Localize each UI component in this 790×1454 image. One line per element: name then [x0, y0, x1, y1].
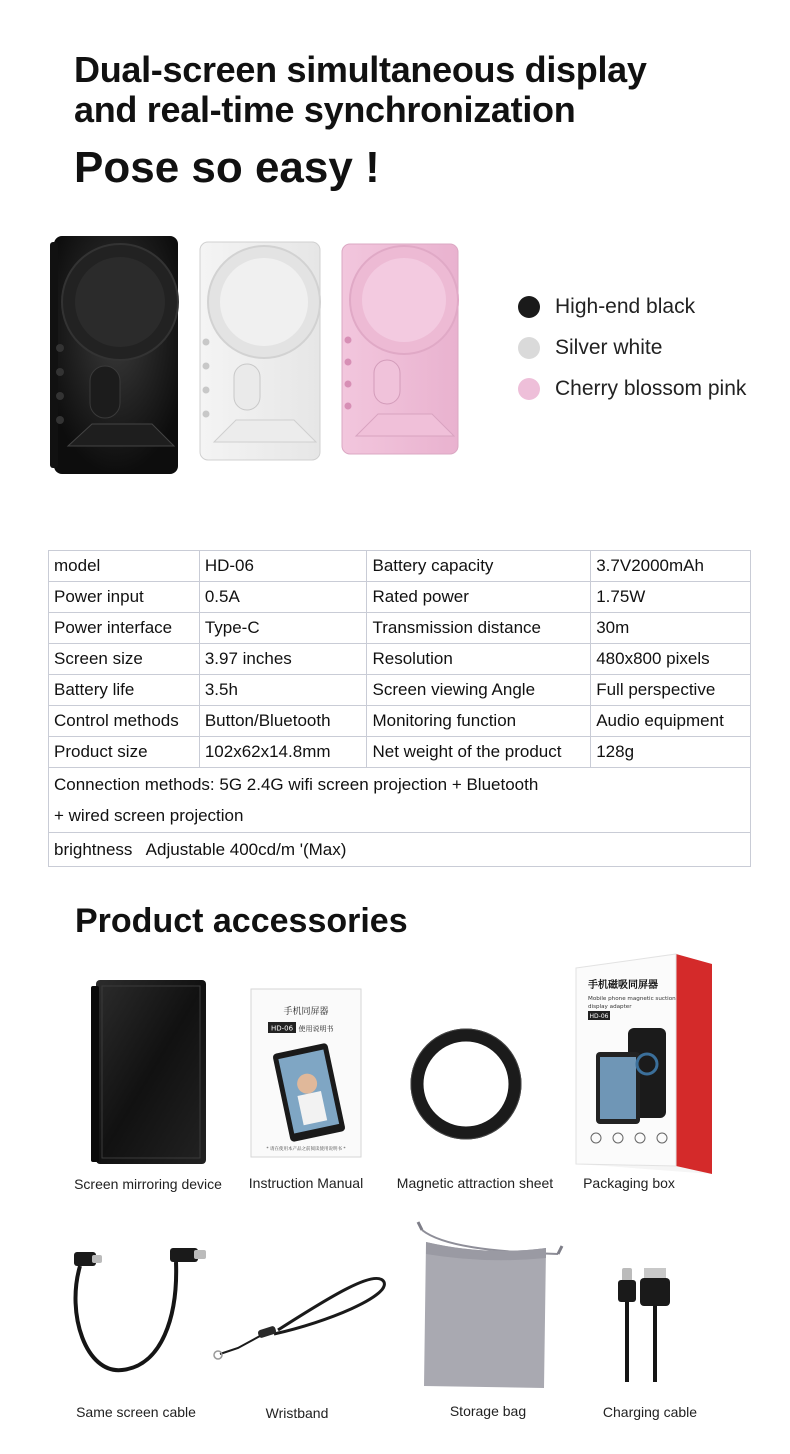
same-screen-cable-image	[66, 1244, 216, 1384]
accessory-caption: Charging cable	[602, 1404, 698, 1420]
spec-value: 3.7V2000mAh	[591, 551, 751, 582]
manual-model: HD-06	[270, 1024, 294, 1033]
table-row-connection	[49, 768, 751, 833]
spec-label: Power input	[49, 582, 200, 613]
spec-value: HD-06	[199, 551, 367, 582]
color-option-white	[518, 336, 662, 360]
spec-label: Battery capacity	[367, 551, 591, 582]
accessories-title: Product accessories	[75, 902, 408, 940]
accessory-caption: Wristband	[265, 1405, 329, 1421]
spec-label: Transmission distance	[367, 613, 591, 644]
accessory-caption: Storage bag	[449, 1403, 527, 1419]
spec-value: 128g	[591, 737, 751, 768]
table-row	[49, 675, 751, 706]
connection-methods-cell	[49, 768, 751, 833]
box-title: 手机磁吸同屏器	[588, 980, 658, 991]
spec-value: 1.75W	[591, 582, 751, 613]
brightness-cell: brightness Adjustable 400cd/m '(Max)	[49, 833, 751, 867]
spec-value: 3.5h	[199, 675, 367, 706]
spec-table	[48, 550, 751, 867]
spec-value: Full perspective	[591, 675, 751, 706]
packaging-box-image	[572, 952, 714, 1174]
screen-mirroring-device-image	[88, 976, 210, 1168]
spec-label: Monitoring function	[367, 706, 591, 737]
spec-value: 480x800 pixels	[591, 644, 751, 675]
accessory-caption: Magnetic attraction sheet	[396, 1175, 554, 1191]
spec-label: Control methods	[49, 706, 200, 737]
accessory-caption: Screen mirroring device	[74, 1176, 222, 1192]
connection-line-2: + wired screen projection	[54, 806, 244, 825]
spec-label: Product size	[49, 737, 200, 768]
wristband-image	[208, 1258, 394, 1374]
spec-value: 30m	[591, 613, 751, 644]
connection-line-1: Connection methods: 5G 2.4G wifi screen projection + Bluetooth	[54, 775, 539, 794]
manual-title: 手机同屏器	[283, 1007, 329, 1017]
headline-line-2: and real-time synchronization	[74, 89, 576, 130]
manual-footnote: * 请在使用本产品之前阅读使用说明书 *	[266, 1147, 346, 1152]
table-row	[49, 737, 751, 768]
charging-cable-image	[604, 1262, 686, 1386]
accessory-caption: Packaging box	[583, 1175, 675, 1191]
white-color-swatch	[518, 337, 540, 359]
spec-value: 0.5A	[199, 582, 367, 613]
color-option-pink	[518, 377, 746, 401]
spec-label: Battery life	[49, 675, 200, 706]
table-row	[49, 613, 751, 644]
white-device	[200, 242, 320, 460]
box-subtitle-1: Mobile phone magnetic suction	[588, 996, 676, 1002]
pink-device	[342, 244, 458, 454]
spec-label: Screen viewing Angle	[367, 675, 591, 706]
magnetic-attraction-sheet-image	[408, 1026, 524, 1142]
instruction-manual-image	[250, 988, 362, 1158]
table-row	[49, 644, 751, 675]
spec-value: Audio equipment	[591, 706, 751, 737]
tagline: Pose so easy !	[74, 143, 380, 192]
spec-value: Type-C	[199, 613, 367, 644]
spec-label: model	[49, 551, 200, 582]
table-row	[49, 551, 751, 582]
table-row	[49, 582, 751, 613]
spec-label: Rated power	[367, 582, 591, 613]
black-color-swatch	[518, 296, 540, 318]
spec-value: 102x62x14.8mm	[199, 737, 367, 768]
product-color-variants-image	[48, 228, 468, 480]
spec-label: Screen size	[49, 644, 200, 675]
spec-label: Power interface	[49, 613, 200, 644]
table-row-brightness	[49, 833, 751, 867]
spec-value: Button/Bluetooth	[199, 706, 367, 737]
accessory-caption: Instruction Manual	[248, 1175, 364, 1191]
headline-line-1: Dual-screen simultaneous display	[74, 49, 647, 90]
black-device	[50, 236, 178, 474]
color-option-label: Silver white	[555, 336, 663, 359]
pink-color-swatch	[518, 378, 540, 400]
color-option-black	[518, 295, 695, 319]
color-option-label: Cherry blossom pink	[555, 377, 747, 400]
manual-subtitle: 使用说明书	[298, 1025, 334, 1033]
box-subtitle-2: display adapter	[588, 1004, 632, 1010]
box-model: HD-06	[589, 1013, 609, 1020]
spec-value: 3.97 inches	[199, 644, 367, 675]
storage-bag-image	[412, 1218, 566, 1390]
color-option-label: High-end black	[555, 295, 696, 318]
table-row	[49, 706, 751, 737]
spec-label: Resolution	[367, 644, 591, 675]
headline	[74, 50, 774, 130]
spec-label: Net weight of the product	[367, 737, 591, 768]
accessory-caption: Same screen cable	[76, 1404, 196, 1420]
